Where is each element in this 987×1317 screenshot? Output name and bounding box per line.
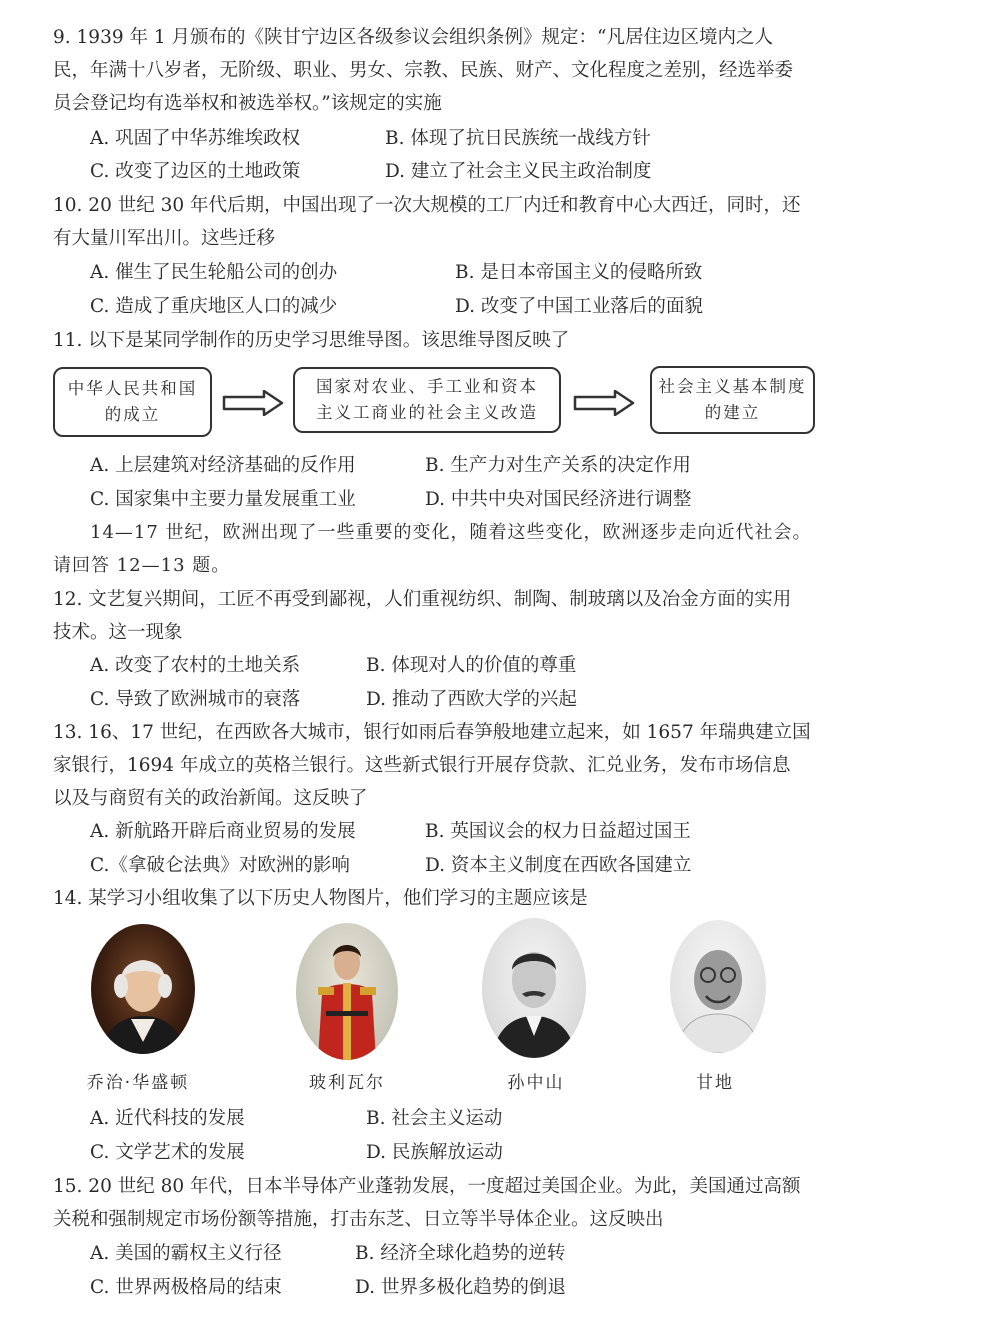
mindmap-box-text: 的建立 bbox=[704, 403, 761, 422]
portrait-bolivar bbox=[296, 923, 398, 1060]
q9-option-c: C. 改变了边区的土地政策 bbox=[90, 161, 301, 182]
q15-option-b: B. 经济全球化趋势的逆转 bbox=[355, 1243, 566, 1264]
q10-stem-line2: 有大量川军出川。这些迁移 bbox=[53, 228, 276, 249]
sun-yat-sen-portrait-icon bbox=[482, 918, 586, 1058]
mindmap-box-prc-founding bbox=[53, 367, 212, 437]
right-arrow-icon bbox=[222, 390, 284, 416]
q9-stem-line3: 员会登记均有选举权和被选举权。”该规定的实施 bbox=[53, 93, 442, 114]
q11-stem: 11. 以下是某同学制作的历史学习思维导图。该思维导图反映了 bbox=[53, 330, 570, 351]
q10-option-b: B. 是日本帝国主义的侵略所致 bbox=[455, 262, 703, 283]
q10-option-d: D. 改变了中国工业落后的面貌 bbox=[455, 296, 703, 317]
q14-option-a: A. 近代科技的发展 bbox=[90, 1108, 245, 1129]
washington-portrait-icon bbox=[91, 924, 195, 1054]
q11-option-d: D. 中共中央对国民经济进行调整 bbox=[425, 489, 692, 510]
q12-option-a: A. 改变了农村的土地关系 bbox=[90, 655, 301, 676]
passage-intro-line1: 14—17 世纪，欧洲出现了一些重要的变化，随着这些变化，欧洲逐步走向近代社会。 bbox=[90, 522, 812, 543]
q13-option-b: B. 英国议会的权力日益超过国王 bbox=[425, 821, 691, 842]
q11-option-c: C. 国家集中主要力量发展重工业 bbox=[90, 489, 356, 510]
q9-stem-line1: 9. 1939 年 1 月颁布的《陕甘宁边区各级参议会组织条例》规定：“凡居住边区境内之人 bbox=[53, 27, 773, 48]
q15-option-d: D. 世界多极化趋势的倒退 bbox=[355, 1277, 566, 1298]
gandhi-portrait-icon bbox=[670, 920, 766, 1053]
mindmap-box-socialist-transformation bbox=[293, 367, 561, 433]
mindmap-box-text: 的成立 bbox=[104, 405, 161, 424]
portrait-washington bbox=[91, 924, 195, 1054]
q12-option-b: B. 体现对人的价值的尊重 bbox=[366, 655, 577, 676]
caption-bolivar: 玻利瓦尔 bbox=[309, 1073, 385, 1093]
q13-option-c: C.《拿破仑法典》对欧洲的影响 bbox=[90, 855, 350, 876]
q12-stem-line1: 12. 文艺复兴期间，工匠不再受到鄙视，人们重视纺织、制陶、制玻璃以及冶金方面的实用 bbox=[53, 589, 792, 610]
q13-stem-line3: 以及与商贸有关的政治新闻。这反映了 bbox=[53, 788, 368, 809]
caption-washington: 乔治·华盛顿 bbox=[86, 1073, 190, 1093]
mindmap-box-socialist-system bbox=[650, 366, 815, 434]
mindmap-box-text: 主义工商业的社会主义改造 bbox=[316, 403, 538, 422]
q12-option-c: C. 导致了欧洲城市的衰落 bbox=[90, 689, 301, 710]
portrait-gandhi bbox=[670, 920, 766, 1053]
q11-option-a: A. 上层建筑对经济基础的反作用 bbox=[90, 455, 356, 476]
q14-option-c: C. 文学艺术的发展 bbox=[90, 1142, 245, 1163]
mindmap-box-text: 社会主义基本制度 bbox=[658, 377, 807, 396]
q10-option-a: A. 催生了民生轮船公司的创办 bbox=[90, 262, 338, 283]
q9-option-a: A. 巩固了中华苏维埃政权 bbox=[90, 128, 301, 149]
right-arrow-icon bbox=[573, 390, 635, 416]
portrait-sun-yat-sen bbox=[482, 918, 586, 1058]
q9-option-d: D. 建立了社会主义民主政治制度 bbox=[385, 161, 652, 182]
q13-stem-line1: 13. 16、17 世纪，在西欧各大城市，银行如雨后春笋般地建立起来，如 1657 年瑞典建立国 bbox=[53, 722, 811, 743]
caption-gandhi: 甘地 bbox=[696, 1073, 734, 1093]
q9-stem-line2: 民，年满十八岁者，无阶级、职业、男女、宗教、民族、财产、文化程度之差别，经选举委 bbox=[53, 60, 794, 81]
caption-sun-yat-sen: 孙中山 bbox=[507, 1073, 565, 1093]
q15-stem-line2: 关税和强制规定市场份额等措施，打击东芝、日立等半导体企业。这反映出 bbox=[53, 1209, 664, 1230]
q14-option-d: D. 民族解放运动 bbox=[366, 1142, 503, 1163]
q12-stem-line2: 技术。这一现象 bbox=[53, 622, 183, 643]
q13-option-d: D. 资本主义制度在西欧各国建立 bbox=[425, 855, 692, 876]
mindmap-box-text: 中华人民共和国 bbox=[67, 379, 198, 398]
q10-option-c: C. 造成了重庆地区人口的减少 bbox=[90, 296, 338, 317]
q14-stem: 14. 某学习小组收集了以下历史人物图片，他们学习的主题应该是 bbox=[53, 888, 588, 909]
mindmap-box-text: 国家对农业、手工业和资本 bbox=[316, 377, 538, 396]
bolivar-portrait-icon bbox=[296, 923, 398, 1060]
q11-option-b: B. 生产力对生产关系的决定作用 bbox=[425, 455, 691, 476]
q12-option-d: D. 推动了西欧大学的兴起 bbox=[366, 689, 577, 710]
q10-stem-line1: 10. 20 世纪 30 年代后期，中国出现了一次大规模的工厂内迁和教育中心大西迁，同时，还 bbox=[53, 195, 801, 216]
q13-stem-line2: 家银行，1694 年成立的英格兰银行。这些新式银行开展存贷款、汇兑业务，发布市场信息 bbox=[53, 755, 791, 776]
q15-stem-line1: 15. 20 世纪 80 年代，日本半导体产业蓬勃发展，一度超过美国企业。为此，美国通过高额 bbox=[53, 1176, 801, 1197]
q13-option-a: A. 新航路开辟后商业贸易的发展 bbox=[90, 821, 356, 842]
q15-option-c: C. 世界两极格局的结束 bbox=[90, 1277, 282, 1298]
q9-option-b: B. 体现了抗日民族统一战线方针 bbox=[385, 128, 651, 149]
passage-intro-line2: 请回答 12—13 题。 bbox=[53, 555, 231, 576]
q15-option-a: A. 美国的霸权主义行径 bbox=[90, 1243, 282, 1264]
q14-option-b: B. 社会主义运动 bbox=[366, 1108, 503, 1129]
